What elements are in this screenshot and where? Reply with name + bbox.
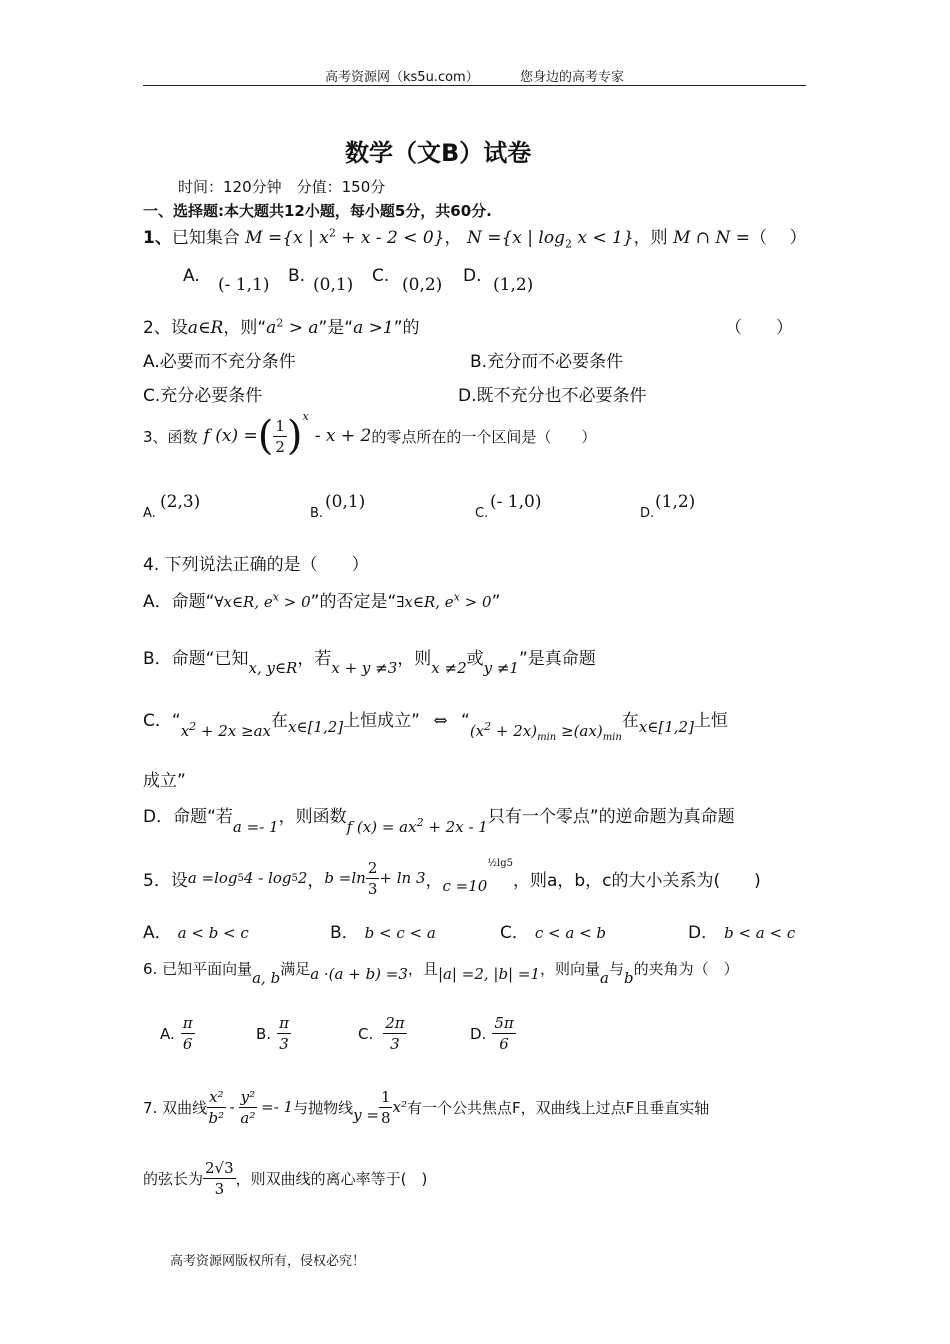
q4-option-c[interactable]: C．“$x^2 + 2x \ge ax$在x∈[1,2]上恒成立” ⇔ “$(x^2 + 2x)_{min} \ge(ax)_{min}$在x∈[1,2]上恒: [143, 711, 728, 743]
question-4-stem: 4. 下列说法正确的是（ ）: [143, 555, 369, 575]
q3-option-b[interactable]: B.: [310, 506, 324, 521]
question-7-cont: 的弦长为 $\frac{2√3}{3}$ ，则双曲线的离心率等于( ): [143, 1158, 428, 1198]
q2-answer-paren: （ ）: [725, 318, 793, 338]
q1-option-b[interactable]: B.: [288, 266, 306, 286]
q1-option-a[interactable]: A.: [183, 266, 200, 286]
question-6-stem: 6. 已知平面向量a, b满足a ·(a + b) =3，且|a| =2, |b| =1，则向量a与b的夹角为（ ）: [143, 960, 739, 987]
question-1-stem: 1、已知集合 M ={x | $x^2 + x - 2 < 0$}， N ={x | $\log_2 x < 1$}，则 M ∩ N =（ ）: [143, 226, 807, 251]
q1-option-d-value: (1,2): [493, 275, 534, 295]
q4-option-a[interactable]: A．命题“∀x∈R, $e^x > 0$”的否定是“∃x∈R, $e^x > 0$”: [143, 590, 501, 612]
q1-option-c[interactable]: C.: [372, 266, 390, 286]
q4-option-d[interactable]: D．命题“若a =- 1，则函数f $(x) = ax^2 + 2x - 1$只有一个零点”的逆命题为真命题: [143, 807, 735, 836]
header-slogan: 您身边的高考专家: [520, 70, 625, 85]
q1-option-c-value: (0,2): [402, 275, 443, 295]
q3-option-c-value: (- 1,0): [490, 492, 542, 512]
q3-option-a[interactable]: A.: [143, 506, 156, 521]
question-5-stem: 5．设 a =log 5 4 - log 5 2 ， b =ln $\frac{2}{3}$ + ln 3 ， c =10 ½lg5 ，则a，b，c的大小关系为( ): [143, 858, 761, 898]
q3-option-d-value: (1,2): [655, 492, 696, 512]
q6-option-a[interactable]: A. $\frac{\pi}{6}$: [160, 1014, 193, 1053]
q5-option-d[interactable]: D． b < a < c: [688, 923, 796, 943]
q6-option-d[interactable]: D. $\frac{5\pi}{6}$: [470, 1014, 514, 1053]
q3-option-a-value: (2,3): [160, 492, 201, 512]
question-2-stem: 2、设a∈R，则“$a^2 > a$”是“a >1”的: [143, 316, 420, 338]
q3-option-d[interactable]: D.: [640, 506, 655, 521]
q6-option-c[interactable]: C. $\frac{2\pi}{3}$: [358, 1014, 405, 1053]
q1-option-a-value: (- 1,1): [218, 275, 270, 295]
header-site: 高考资源网（ks5u.com）: [325, 70, 479, 85]
question-3-stem: 3、函数 f (x) = ( $\frac{1}{2}$ ) $^x$ - x + 2 的零点所在的一个区间是（ ）: [143, 410, 597, 459]
exam-meta: 时间：120分钟 分值：150分: [178, 178, 386, 196]
q2-option-c[interactable]: C.充分必要条件: [143, 386, 263, 406]
section-heading: 一、选择题:本大题共12小题，每小题5分，共60分.: [143, 202, 492, 220]
q5-option-a[interactable]: A． a < b < c: [143, 923, 249, 943]
q4-option-c-cont: 成立”: [143, 771, 186, 791]
q1-option-d[interactable]: D.: [463, 266, 482, 286]
q5-option-b[interactable]: B． b < c < a: [330, 923, 436, 943]
q3-option-b-value: (0,1): [325, 492, 366, 512]
q3-option-c[interactable]: C.: [475, 506, 489, 521]
footer-copyright: 高考资源网版权所有，侵权必究！: [170, 1254, 366, 1269]
q6-option-b[interactable]: B. $\frac{\pi}{3}$: [256, 1014, 289, 1053]
q1-option-b-value: (0,1): [313, 275, 354, 295]
q2-option-d[interactable]: D.既不充分也不必要条件: [458, 386, 647, 406]
q2-option-a[interactable]: A.必要而不充分条件: [143, 352, 296, 372]
q4-option-b[interactable]: B．命题“已知x, y∈R，若x + y ≠3，则x ≠2或y ≠1”是真命题: [143, 649, 596, 677]
q2-option-b[interactable]: B.充分而不必要条件: [470, 352, 624, 372]
q5-option-c[interactable]: C． c < a < b: [500, 923, 607, 943]
question-7-stem: 7. 双曲线 $\frac{\text{x²}}{\text{b²}}$ - $\frac{\text{y²}}{\text{a²}}$ =- 1 与抛物线 y = $\frac{1}{8}$ x² 有一个公共焦点F，双曲线上过点F且垂直实轴: [143, 1087, 710, 1127]
header-divider: [143, 85, 806, 86]
page-title: 数学（文B）试卷: [345, 139, 532, 167]
